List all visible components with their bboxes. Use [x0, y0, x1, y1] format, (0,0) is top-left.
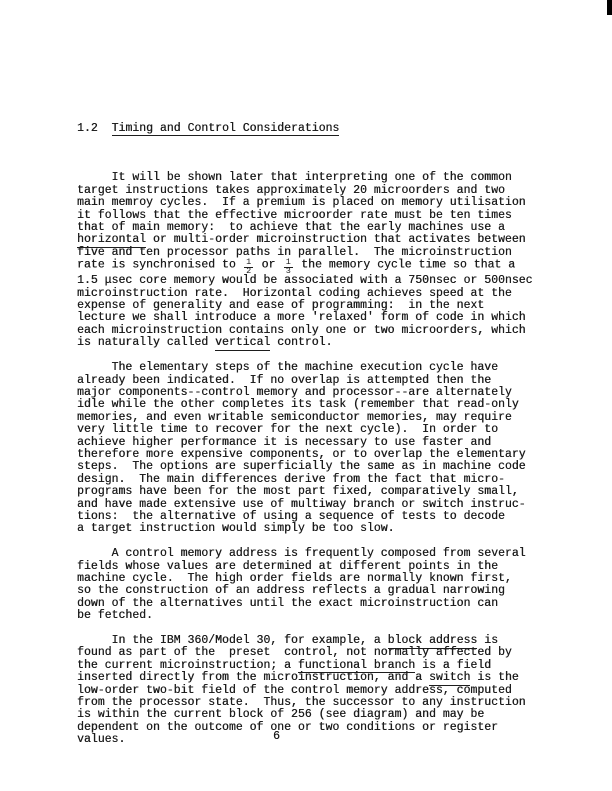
text-segment: A control memory address is frequently composed from several [77, 547, 526, 561]
text-segment: each microinstruction contains only one or two microorders, which [77, 323, 526, 337]
section-heading [77, 123, 532, 135]
text-segment: low-order two-bit field of the control memory address, computed [77, 683, 512, 697]
text-segment: microinstruction rate. Horizontal coding achieves speed at the [77, 286, 512, 300]
section-number: 1.2 [77, 121, 98, 135]
text-segment: therefore more expensive components, or to overlap the elementary [77, 447, 526, 461]
text-segment: machine cycle. The high order fields are normally known first, [77, 571, 512, 585]
text-segment: a target instruction would simply be too slow. [77, 522, 395, 536]
paragraph [77, 172, 532, 349]
underlined-text: horizontal [77, 233, 147, 247]
document-text-block [77, 98, 532, 771]
text-line [77, 247, 532, 259]
text-segment: The elementary steps of the machine execution cycle have [77, 361, 498, 375]
text-segment: In the IBM 360/Model 30, for example, a [77, 634, 388, 647]
paragraph [77, 362, 532, 536]
text-segment: design. The main differences derive from the fact that micro- [77, 472, 505, 486]
text-line [77, 734, 532, 746]
text-segment: and have made extensive use of multiway branch or switch instruc- [77, 497, 526, 511]
text-segment: achieve higher performance it is necessary to use faster and [77, 435, 492, 449]
text-segment: steps. The options are superficially the same as in machine code [77, 460, 526, 474]
text-segment: values. [77, 733, 126, 747]
underlined-text: vertical [215, 336, 271, 350]
heading-separator [98, 122, 112, 135]
paragraph [77, 548, 532, 622]
text-segment: memories, and even writable semiconductor memories, may require [77, 410, 512, 424]
document-body [77, 172, 532, 746]
text-segment: fields whose values are determined at different points in the [77, 559, 498, 573]
text-segment: control. [270, 336, 333, 350]
text-segment: lecture we shall introduce a more 'relaxed' form of code in which [77, 311, 526, 325]
text-segment: It will be shown later that interpreting one of the common [77, 171, 512, 185]
text-segment: target instructions takes approximately 20 microorders and two [77, 183, 505, 197]
text-segment: dependent on the outcome of one or two conditions or register [77, 720, 498, 734]
text-segment: be fetched. [77, 609, 153, 623]
text-segment: is [477, 634, 498, 647]
text-segment: so the construction of an address reflects a gradual narrowing [77, 584, 505, 598]
typed-fraction: $\frac{1}{2}$ [246, 257, 252, 276]
underlined-text: functional branch [297, 658, 416, 672]
text-segment: major components--control memory and processor--are alternately [77, 385, 512, 399]
page-number: 6 [273, 730, 280, 743]
text-line [77, 523, 532, 535]
text-segment: idle while the other completes its task (remember that read-only [77, 398, 519, 412]
text-segment: is a field [415, 658, 492, 672]
text-segment: main memroy cycles. If a premium is placed on memory utilisation [77, 196, 526, 210]
typed-fraction: $\frac{1}{3}$ [285, 257, 291, 276]
text-segment: inserted directly from the microinstruction, and a [77, 671, 429, 685]
text-line [77, 337, 532, 349]
underlined-text: switch [428, 671, 471, 685]
paragraph [77, 635, 532, 747]
text-segment: down of the alternatives until the exact microinstruction can [77, 596, 498, 610]
text-segment: already been indicated. If no overlap is attempted then the [77, 373, 492, 387]
text-line [77, 722, 532, 734]
text-segment: it follows that the effective microorder rate must be ten times [77, 208, 512, 222]
text-line [77, 259, 532, 275]
text-segment: five and ten processor paths in parallel. The microinstruction [77, 245, 512, 259]
text-segment: is the [470, 671, 519, 685]
text-segment: the current microinstruction; a [77, 658, 298, 672]
text-segment: programs have been for the most part fixed, comparatively small, [77, 485, 519, 499]
text-segment: expense of generality and ease of programming: in the next [77, 299, 485, 313]
text-segment: is naturally called [77, 336, 216, 350]
text-line [77, 610, 532, 622]
scan-artifact-mark [607, 0, 612, 15]
text-segment: is within the current block of 256 (see diagram) and may be [77, 708, 485, 722]
text-segment: or multi-order microinstruction that activates between [146, 233, 526, 247]
text-segment: found as part of the preset control, not normally affected by [77, 646, 512, 660]
text-segment: 1.5 μsec core memory would be associated with a 750nsec or 500nsec [77, 274, 533, 288]
text-segment: rate is synchronised to [77, 258, 243, 272]
section-title: Timing and Control Considerations [111, 121, 340, 135]
text-segment: from the processor state. Thus, the successor to any instruction [77, 696, 526, 710]
text-segment: tions: the alternative of using a sequence of tests to decode [77, 509, 505, 523]
text-segment: or [254, 258, 283, 272]
text-segment: very little time to recover for the next cycle). In order to [77, 423, 498, 437]
text-segment: that of main memory: to achieve that the early machines use a [77, 221, 505, 235]
underlined-text: block address [387, 634, 478, 647]
text-segment: the memory cycle time so that a [294, 258, 516, 272]
